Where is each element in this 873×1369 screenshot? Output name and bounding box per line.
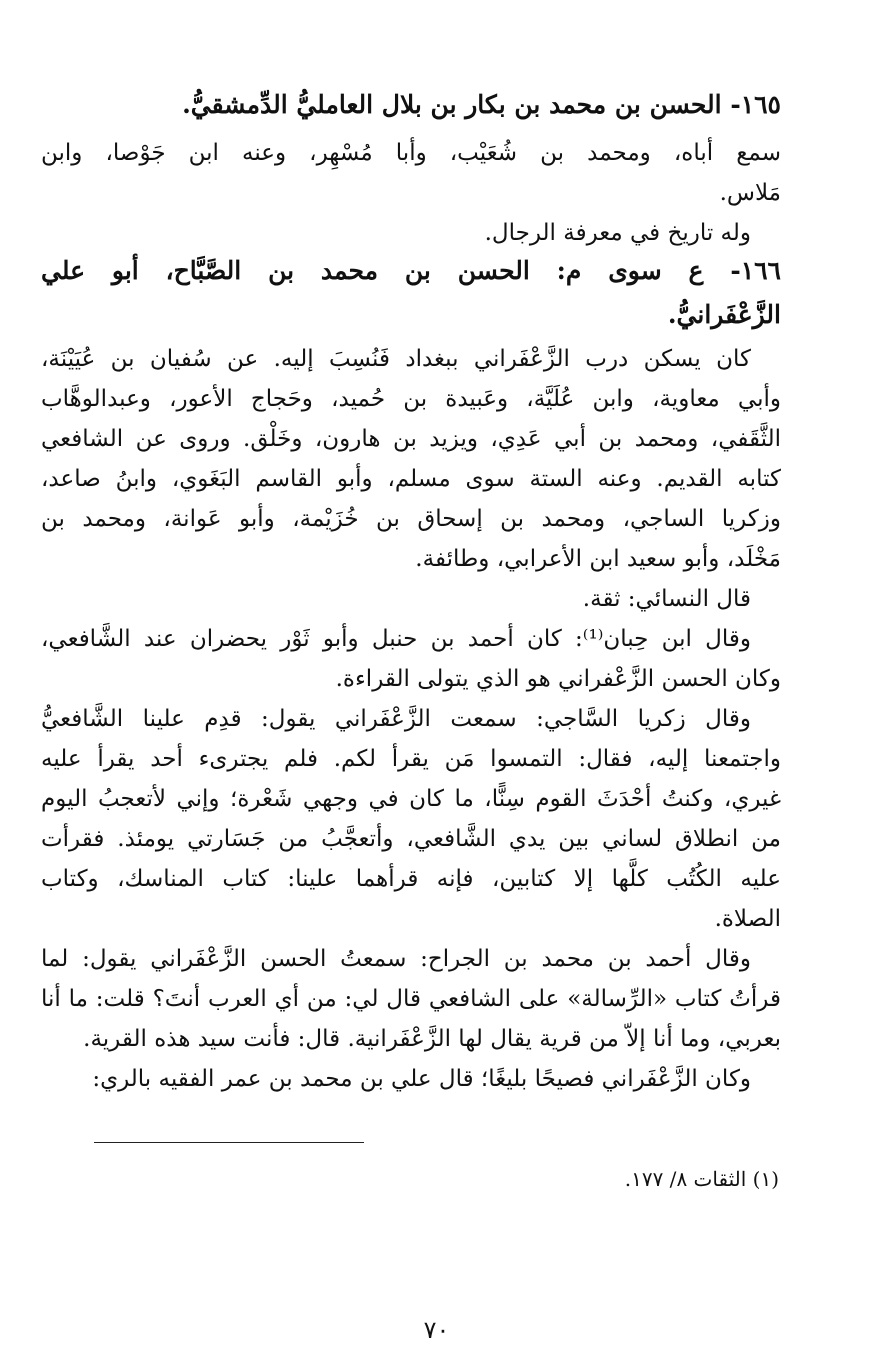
paragraph-line: الثَّقَفي، ومحمد بن أبي عَدِي، ويزيد بن هارون، وخَلْق. وروى عن الشافعي xyxy=(41,426,781,452)
paragraph-line: قرأتُ كتاب «الرِّسالة» على الشافعي قال لي: من أي العرب أنتَ؟ قلت: ما أنا xyxy=(41,986,781,1012)
paragraph-line: غيري، وكنتُ أحْدَثَ القوم سِنًّا، ما كان في وجهي شَعْرة؛ وإني لأتعجبُ اليوم xyxy=(41,786,781,812)
paragraph-line: وقال زكريا السَّاجي: سمعت الزَّعْفَراني يقول: قدِم علينا الشَّافعيُّ xyxy=(41,706,751,732)
paragraph-line: كتابه القديم. وعنه الستة سوى مسلم، وأبو القاسم البَغَوي، وابنُ صاعد، xyxy=(41,466,781,492)
entry-heading-line: ١٦٦- ع سوى م: الحسن بن محمد بن الصَّبَّاح، أبو علي xyxy=(41,256,781,285)
paragraph-line: وكان الحسن الزَّعْفراني هو الذي يتولى القراءة. xyxy=(335,666,781,692)
entry-heading-line: الزَّعْفَرانيُّ. xyxy=(667,300,781,329)
paragraph-line: وله تاريخ في معرفة الرجال. xyxy=(484,220,751,246)
entry-heading-line: ١٦٥- الحسن بن محمد بن بكار بن بلال العامليُّ الدِّمشقيُّ. xyxy=(182,90,781,119)
paragraph-line: كان يسكن درب الزَّعْفَراني ببغداد فَنُسِبَ إليه. عن سُفيان بن عُيَيْنَة، xyxy=(41,346,751,372)
paragraph-line: مَلاس. xyxy=(719,180,781,206)
paragraph-line: مَخْلَد، وأبو سعيد ابن الأعرابي، وطائفة. xyxy=(415,546,781,572)
paragraph-line: وزكريا الساجي، ومحمد بن إسحاق بن خُزَيْمة، وأبو عَوانة، ومحمد بن xyxy=(41,506,781,532)
paragraph-line: قال النسائي: ثقة. xyxy=(582,586,751,612)
paragraph-line: من انطلاق لساني بين يدي الشَّافعي، وأتعجَّبُ من جَسَارتي يومئذ. فقرأت xyxy=(41,826,781,852)
paragraph-line: عليه الكُتُب كلَّها إلا كتابين، فإنه قرأهما علينا: كتاب المناسك، وكتاب xyxy=(41,866,781,892)
paragraph-line: وأبي معاوية، وابن عُلَيَّة، وعَبيدة بن حُميد، وحَجاج الأعور، وعبدالوهَّاب xyxy=(41,386,781,412)
paragraph-line: الصلاة. xyxy=(714,906,781,932)
footnote-divider xyxy=(94,1142,364,1143)
page-number: ٧٠ xyxy=(423,1316,450,1344)
paragraph-line: وكان الزَّعْفَراني فصيحًا بليغًا؛ قال علي بن محمد بن عمر الفقيه بالري: xyxy=(92,1066,751,1092)
main-text xyxy=(41,0,781,1140)
paragraph-line: بعربي، وما أنا إلاّ من قرية يقال لها الزَّعْفَرانية. قال: فأنت سيد هذه القرية. xyxy=(83,1026,781,1052)
paragraph-line: واجتمعنا إليه، فقال: التمسوا مَن يقرأ لكم. فلم يجترىء أحد يقرأ عليه xyxy=(41,746,781,772)
paragraph-line: وقال ابن حِبان⁽¹⁾: كان أحمد بن حنبل وأبو ثَوْر يحضران عند الشَّافعي، xyxy=(41,626,751,652)
footnote: (١) الثقات ٨/ ١٧٧. xyxy=(624,1167,779,1191)
paragraph-line: وقال أحمد بن محمد بن الجراح: سمعتُ الحسن الزَّعْفَراني يقول: لما xyxy=(41,946,751,972)
paragraph-line: سمع أباه، ومحمد بن شُعَيْب، وأبا مُسْهِر، وعنه ابن جَوْصا، وابن xyxy=(41,140,781,166)
